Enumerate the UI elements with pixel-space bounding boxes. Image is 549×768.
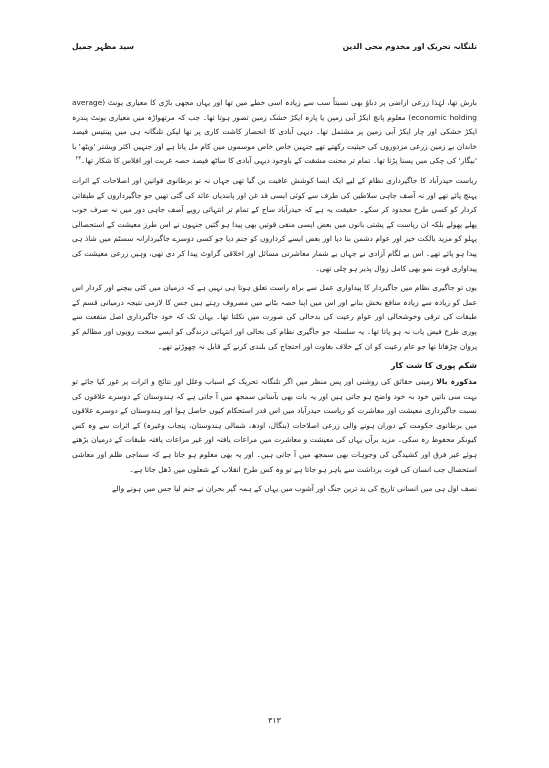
header-author-name: سید مظہر جمیل <box>72 41 134 51</box>
header-book-title: تلنگانہ تحریک اور مخدوم محی الدین <box>342 41 477 51</box>
paragraph-3: یوں تو جاگیری نظام میں جاگیردار کا پیداواری عمل سے براہ راست تعلق ہوتا ہی نہیں ہے کہ درمیان میں کئی بیچنے اور کردار اس عمل کو زیادہ سے زیادہ منافع بخش بنانے اور اس میں اپنا حصہ بٹانے میں مصروف رہتے ہیں جس کا لازمی نتیجہ درمیانی قسم کے طبقات کی ترقی وخوشحالی اور عوام رعیت کی بدحالی کی صورت میں نکلتا تھا۔ یہاں تک کہ خود جاگیرداری اصل منفعت سے پوری طرح فیض یاب نہ ہو پاتا تھا۔ یہ سلسلہ جو جاگیری نظام کی بحالی اور انتہائی درندگی کو ایسے سخت رویوں اور مظالم کو پروان چڑھاتا تھا جو عام رعیت کو ان کے خلاف بغاوت اور احتجاج کی بلندی کرنے کے قابل نہ چھوڑتے تھے۔ <box>72 283 477 351</box>
paragraph-4: مذکورہ بالا زمینی حقائق کی روشنی اور پس منظر میں اگر تلنگانہ تحریک کے اسباب وعلل اور نتائج و اثرات پر غور کیا جائے تو بہت سی باتیں خود بہ خود واضح ہو جاتی ہیں اور یہ بات بھی بآسانی سمجھ میں آ جاتی ہے کہ ہندوستان کے دوسرے علاقوں کی نسبت جاگیرداری معیشت اور معاشرت کو ریاست حیدرآباد میں اس قدر استحکام کیوں حاصل ہوا اور ہندوستان کے دوسرے علاقوں میں برطانوی حکومت کے دوران ہونے والی زرعی اصلاحات (بنگال، اودھ، شمالی ہندوستان، پنجاب وغیرہ) کے اثرات سے وہ کس کیونکر محفوظ رہ سکی۔ مزید برآں یہاں کی معیشت و معاشرت میں مراعات یافتہ اور غیر مراعات یافتہ طبقات کے درمیان بڑھتے ہوئے غیر فرق اور کشیدگی کی وجوہات بھی سمجھ میں آ جاتی ہیں۔ اور یہ بھی معلوم ہو جاتا ہے کہ سماجی ظلم اور معاشی استحصال جب انسان کی قوت برداشت سے باہر ہو جاتا ہے تو وہ کس طرح انقلاب کے شعلوں میں ڈھل جاتا ہے۔ <box>72 377 477 474</box>
paragraph-lead: مذکورہ بالا <box>436 377 477 387</box>
paragraph-1: بارش تھا، لہٰذا زرعی اراضی پر دباؤ بھی نسبتاً سب سے زیادہ اسی خطے میں تھا اور یہاں مجھی باڑی کا معیاری یونٹ (average economic holding) معلوم پانچ ایکڑ آبی زمین یا پارہ ایکڑ خشک زمین تصور ہوتا تھا۔ جب کہ مرتھواڑہ میں معیاری یونٹ پندرہ ایکڑ خشکی اور چار ایکڑ آبی زمین پر مشتمل تھا۔ دیہی آبادی کا انحصار کاشت کاری پر تھا لیکن تلنگانہ ہی میں پینتیس فیصد خاندان بے زمین زرعی مزدوروں کی حیثیت رکھتے تھے جنہیں خاص خاص موسموں میں کام مل پاتا ہے اور جنہیں اکثر ویشتر 'ویٹھ' یا 'بیگار' کی چکی میں پسنا پڑتا تھا۔ تمام تر محنت مشقت کے باوجود دیہی آبادی کا ساٹھ فیصد حصہ غربت اور افلاس کا شکار تھا۔$^{۲۳}$ <box>72 98 477 166</box>
paragraph-5: نصف اول ہی میں انسانی تاریخ کی بد ترین جنگ اور آشوب میں یہاں کے ہمہ گیر بحران نے جنم لیا جس میں ہونے والے <box>112 484 477 494</box>
footnote-marker: ۲۳ <box>75 155 82 162</box>
body-text <box>72 96 477 502</box>
section-heading: شکم پوری کا شت کار <box>390 361 477 371</box>
page-number: ۳۱۳ <box>268 716 281 725</box>
paragraph-2: ریاست حیدرآباد کا جاگیرداری نظام کے لیے ایک ایسا کوشش عافیت بن گیا تھی جہاں نہ تو برطانوی قوانین اور اصلاحات کے اثرات پہنچ پائے تھے اور نہ آصف جاہی سلاطین کی طرف سے کوئی ایسی قد غن اور پابندیاں عائد کی گئی تھیں جو جاگیرداروں کے طبقاتی کردار کو کسی طرح محدود کر سکے۔ حقیقت یہ ہے کہ حیدرآباد ساج کے تمام تر انتہائی رویے آصف جاہی دور میں نہ صرف خوب پھلے پھولے بلکہ ان ریاست کے پشتی بانوں میں بعض ایسی منفی قوتیں بھی پیدا ہو گئیں جنہوں نے اس طرز معیشت کے استحصالی پہلو کو مزید بالکت خیز اور عوام دشمن بنا دیا اور بعض ایسے کرداروں کو جنم دیا جو کسی دوسرے جاگیردارانہ سسٹم میں شاذ ہی پیدا ہو پائے تھے۔ اس بے لگام آزادی نے جہاں بے شمار معاشرتی مسائل اور اخلاقی گراوٹ پیدا کر دی تھی، وہیں زرعی معیشت کی پیداواری قوت نمو بھی کامل زوال پذیر ہو چلی تھی۔ <box>72 175 477 273</box>
running-header <box>72 38 477 54</box>
